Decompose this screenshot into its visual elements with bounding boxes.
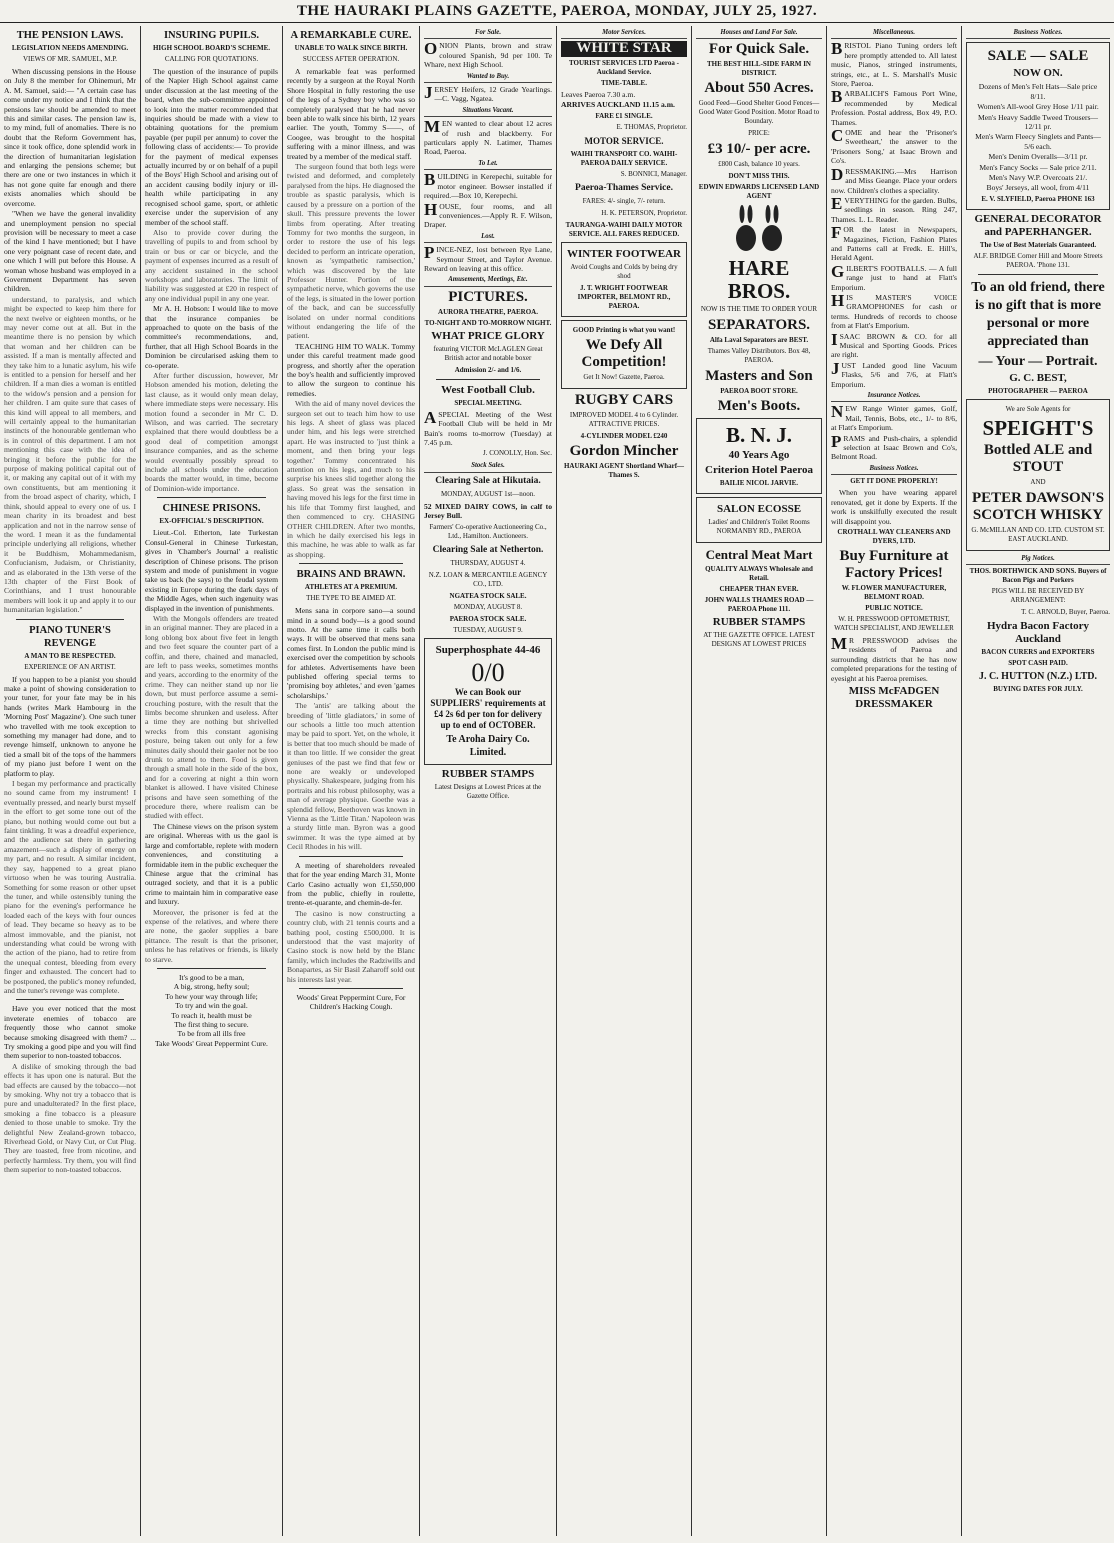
wright: J. T. WRIGHT FOOTWEAR IMPORTER, BELMONT RD., PAEROA. (577, 283, 671, 310)
club-heading: West Football Club. (441, 383, 535, 396)
misc-ad: ISAAC BROWN & CO. for all Musical and Sporting Goods. Prices are right. (831, 329, 957, 360)
alf-bridge: ALF. BRIDGE Corner Hill and Moore Streets PAEROA. 'Phone 131. (973, 251, 1103, 269)
column-rule (140, 26, 141, 1536)
admission: Admission 2/- and 1/6. (454, 365, 522, 374)
motor-service: MOTOR SERVICE. (584, 135, 664, 146)
sale-list (971, 82, 1105, 192)
dont-miss: DON'T MISS THIS. (728, 172, 790, 181)
column-2 (145, 26, 278, 1536)
classified-ad: ONION Plants, brown and straw coloured Spanish, 9d per 100. Te Whare, next High School. (424, 39, 552, 70)
agency: N.Z. LOAN & MERCANTILE AGENCY CO., LTD. (428, 570, 548, 588)
hydra-bacon: Hydra Bacon Factory Auckland (986, 620, 1090, 646)
price: £3 10/- per acre. (707, 141, 811, 158)
dairy-co: Te Aroha Dairy Co. Limited. (446, 733, 530, 758)
sale-date: THURSDAY, AUGUST 4. (450, 558, 526, 567)
subhead: HIGH SCHOOL BOARD'S SCHEME. (152, 44, 271, 52)
friend-gift: To an old friend, there is no gift that is more personal or more appreciated than (971, 279, 1105, 349)
column-7 (831, 26, 957, 1536)
classified-ad: JERSEY Heifers, 12 Grade Yearlings.—C. Vagg, Ngatea. (424, 83, 552, 104)
manager: S. BONNICI, Manager. (620, 169, 687, 178)
pictures-heading: PICTURES. (448, 288, 528, 305)
article-paragraph: A meeting of shareholders revealed that for the year ending March 31, Monte Carlo Casino actually won £1,550,000 from the public, chiefly in roulette, trente-et-quarante, and chemin-de-fer. (287, 860, 415, 908)
column-rule (691, 26, 692, 1536)
category-business-notices: Business Notices. (966, 28, 1110, 39)
criterion-hotel: Criterion Hotel Paeroa (705, 464, 813, 477)
separators: SEPARATORS. (707, 317, 811, 334)
headline-remarkable-cure: A REMARKABLE CURE. (290, 30, 412, 41)
category-lost: Lost. (424, 232, 552, 243)
footwear-ad (561, 242, 687, 317)
article-paragraph: When discussing pensions in the House on July 8 the member for Ohinemuri, Mr A. M. Samuel, said:— "A certain case has come under my notice and I think that the pensions law should be amended to meet this and similar cases. The pension law is, to my mind, full of anomalies. There is no doubt that the Reform Government has, since it took office, done splendid work in the direction of humanitarian legislation and enlarging the pensions scheme; but there are one or two instances in which it has not gone quite far enough and there exists anomalies which should be overcome. (4, 67, 136, 208)
sale-item: Men's Warm Fleecy Singlets and Pants—5/6 each. (975, 132, 1101, 151)
footwear-slogan: Avoid Coughs and Colds by being dry shod (570, 262, 678, 280)
column-6 (696, 26, 822, 1536)
proprietor: E. THOMAS, Proprietor. (616, 122, 687, 131)
column-rule (556, 26, 557, 1536)
divider (436, 379, 540, 380)
cleaners-ad: When you have wearing apparel renovated, get it done by Experts. If the work is unskilfully executed the result will disappoint you. (831, 488, 957, 526)
price-label: PRICE: (748, 129, 770, 138)
sale-date: MONDAY, AUGUST 1st—noon. (440, 489, 535, 498)
presswood: W. H. PRESSWOOD OPTOMETRIST, WATCH SPECIALIST, AND JEWELLER (834, 614, 954, 632)
rabbit-icon (724, 204, 794, 254)
subhead: LEGISLATION NEEDS AMENDING. (11, 44, 129, 52)
printing-ad (561, 320, 687, 389)
dek: VIEWS OF MR. SAMUEL, M.P. (22, 55, 118, 63)
category-houses: Houses and Land For Sale. (696, 28, 822, 39)
best-farm: THE BEST HILL-SIDE FARM IN DISTRICT. (707, 60, 811, 78)
hauraki-agent: HAURAKI AGENT Shortland Wharf—Thames S. (563, 461, 685, 479)
percent-sign: 0/0 (471, 657, 505, 687)
mcmillan: G. McMILLAN AND CO. LTD. CUSTOM ST. EAST AUCKLAND. (971, 525, 1105, 543)
article-paragraph: The Chinese views on the prison system are original. Whereas with us the gaol is large and comfortable, replete with modern conveniences, and constituting a formidable item in the public exchequer the Chinese argue that the criminal has outraged society, and that it is a public crime to maintain him in comparative ease and luxury. (145, 821, 278, 907)
column-5 (561, 26, 687, 1536)
cash-terms: £800 Cash, balance 10 years. (718, 160, 800, 169)
proprietor: H. K. PETERSON, Proprietor. (601, 208, 687, 217)
category-situations: Situations Vacant. (424, 106, 552, 117)
secretary: J. CONOLLY, Hon. Sec. (483, 449, 552, 458)
special-meeting: SPECIAL MEETING. (454, 398, 522, 407)
meeting-notice: ASPECIAL Meeting of the West Football Club will be held in Mr Bain's rooms to-morrow (Tuesday) at 7.45 p.m. (424, 407, 552, 447)
john-walls: JOHN WALLS THAMES ROAD — PAEROA Phone 111. (704, 596, 814, 614)
gordon-mincher: Gordon Mincher (569, 442, 679, 459)
column-rule (419, 26, 420, 1536)
film-title: WHAT PRICE GLORY (431, 329, 545, 342)
mens-boots: Men's Boots. (717, 398, 801, 415)
article-paragraph: With the aid of many novel devices the surgeon set out to teach him how to use his legs. A sheet of glass was placed under him, and his legs were stretched apart. He was instructed to 'just think a moment, and then bring your legs together.' Tommy concentrated his attention on his legs, and much to his surprise his knees slid together along the glass. So great was the sensation in having moved his legs for the first time in his life that Tommy first laughed, and then commenced to cry. CHASING OTHER CHILDREN. After two months, in which he daily exercised his legs in this machine, he was able to walk as far as shopping. (287, 399, 415, 559)
category-stock-sales: Stock Sales. (424, 461, 552, 472)
sale-item: Women's All-wool Grey Hose 1/11 pair. (977, 102, 1099, 112)
stock-sale: NGATEA STOCK SALE. (449, 591, 527, 600)
article-paragraph: "When we have the general invalidity and unemployment pension no special provision will be necessary to meet a case of the kind I have mentioned; but I have one very poignant case of recent date, and one which I will put before this House. A woman whose husband was employed in a Government Department has seven children. (4, 209, 136, 294)
sale-item: Men's Denim Overalls—3/11 pr. (988, 152, 1088, 162)
slyfield: E. V. SLYFIELD, Paeroa PHONE 163 (981, 194, 1095, 203)
article-paragraph: Have you ever noticed that the most inveterate enemies of tobacco are frequently those who cannot smoke because smoking disagreed with them? ... Try smoking a good pipe and you will find them superior to non-toasted tobaccos. (4, 1004, 136, 1061)
subhead: UNABLE TO WALK SINCE BIRTH. (294, 44, 408, 52)
article-paragraph: A remarkable feat was performed recently by a surgeon at the Royal North Shore Hospital in fully restoring the use of the legs of a Sydney boy who was so completely paralysed that he had never been able to walk since his birth, 12 years earlier. The youth, Tommy S——, of Coogee, was brought to the hospital suffering with a minor illness, and was treated by a member of the medical staff. (287, 67, 415, 161)
superphosphate-ad (424, 638, 552, 765)
divider (299, 856, 403, 857)
bnj: B. N. J. (726, 423, 792, 448)
classified-ad: HOUSE, four rooms, and all conveniences.—Apply R. F. Wilson, Draper. (424, 199, 552, 230)
clearing-sale-heading: Clearing Sale at Hikutaia. (435, 475, 541, 486)
misc-ad: BARBALICH'S Famous Port Wine, recommended by Medical Profession. Postal address, Box 49, P.O. Thames. (831, 87, 957, 127)
winter-footwear: WINTER FOOTWEAR (567, 247, 681, 260)
article-paragraph: The casino is now constructing a country club, with 21 tennis courts and a bathing pool, costing £500,000. It is understood that the vast majority of Casino stock is now held by the Blanc family, which includes the Radziwills and Bonapartes, as Sir Basil Zaharoff sold out his interests last year. (287, 908, 415, 984)
decorator: GENERAL DECORATOR and PAPERHANGER. (974, 212, 1102, 238)
sale-item: Men's Navy W.P. Overcoats 21/. (988, 173, 1088, 183)
dek: THE TYPE TO BE AIMED AT. (306, 594, 396, 603)
get-it-done: GET IT DONE PROPERLY! (850, 477, 938, 486)
article-paragraph: Also to provide cover during the travelling of pupils to and from school by train or bus or car or bicycle, and the payment of expenses incurred as a result of any accident sustained in the school workshops and laboratories. The limit of liability was suggested at £20 in respect of any one individual pupil in any one year. (145, 227, 278, 303)
thames-service: Paeroa-Thames Service. (575, 182, 673, 193)
misc-ad: NEW Range Winter games, Golf, Mail, Tennis, Bobs, etc., 1/- to 8/6, at Flatt's Emporium. (831, 402, 957, 433)
article-paragraph: understand, to paralysis, and which might be expected to keep him there for the next twelve or eighteen months, or he may never come out at all. But in the meantime there is no pension by which that woman and her children can be assisted. If a man is mentally affected and they take him to a lunatic asylum, his wife is entitled to a pension for herself and her children. If a man dies a woman is entitled to the widow's pension and a pension for her children. I am quite sure that cases of this kind will appeal to all members, and will certainly appeal to the humanitarian instincts of the honourable gentleman who is in control of this department. I am not mentioning this case with the idea of bringing it before the public for the purpose of making political capital out of it, or making any capital out of it with my own constituents, but am mentioning it from the broad aspect of charity, which, I think, should appeal to every one of us. I mean charity in its broadest and best application and not in the narrow sense of the word. I mean it as the fundamental principle underlying all religions, whether it be Buddhism, Mohammedanism, Confucianism, Judaism, or Christianity, and as elaborated in the 13th verse of the 13th chapter of the First Book of Corinthians, and I trust honourable members will look it up and apply it to our humanitarian legislation." (4, 294, 136, 615)
rubber-stamps-sub: AT THE GAZETTE OFFICE. LATEST DESIGNS AT LOWEST PRICES (703, 631, 815, 649)
article-paragraph: Mens sana in corpore sano—a sound mind in a sound body—is a good sound motto. At the same time it calls both ways. It will be observed that mens sana comes first. In London the public mind is exercised over the competition by schools for athletes. Advertisements have been published offering special terms to 'promising boy athletes,' and even 'games scholarships.' (287, 606, 415, 700)
sale-cows: 52 MIXED DAIRY COWS, in calf to Jersey Bull. (424, 501, 552, 521)
column-3 (287, 26, 415, 1536)
auctioneers: Farmers' Co-operative Auctioneering Co., Ltd., Hamilton. Auctioneers. (429, 522, 547, 540)
misc-ad: COME and hear the 'Prisoner's Sweetheart,' the answer to the 'Prisoners Song,' at Isaac Brown and Co's. (831, 126, 957, 166)
category-for-sale: For Sale. (424, 28, 552, 39)
timetable-line: Leaves Paeroa 7.30 a.m. (561, 89, 636, 99)
buying-dates: BUYING DATES FOR JULY. (993, 685, 1083, 694)
presswood-notice: MR PRESSWOOD advises the residents of Paeroa and surrounding districts that he has now completed preparations for the testing of eyesight at his Paeroa premises. (831, 633, 957, 683)
dek: EXPERIENCE OF AN ARTIST. (24, 662, 116, 671)
gc-best: G. C. BEST, (1009, 371, 1067, 384)
misc-ad: GILBERT'S FOOTBALLS. — A full range just to hand at Flatt's Emporium. (831, 261, 957, 292)
super-body: We can Book our SUPPLIERS' requirements at £4 2s 6d per ton for delivery up to end of OCTOBER. (430, 686, 546, 730)
theatre-name: AURORA THEATRE, PAEROA. (438, 307, 538, 316)
sale-item: Men's Fancy Socks — Sale price 2/11. (979, 162, 1097, 172)
divider (157, 497, 266, 498)
misc-ad: PRAMS and Push-chairs, a splendid selection at Isaac Brown and Co's, Belmont Road. (831, 431, 957, 462)
improved-model: IMPROVED MODEL 4 to 6 Cylinder. ATTRACTIVE PRICES. (569, 410, 679, 428)
divider (16, 619, 124, 620)
rubber-stamps-sub: Latest Designs at Lowest Prices at the Gazette Office. (434, 782, 542, 800)
column-rule (961, 26, 962, 1536)
headline-chinese-prisons: CHINESE PRISONS. (162, 503, 261, 515)
subhead: EX-OFFICIAL'S DESCRIPTION. (159, 517, 264, 526)
sale-ad (966, 42, 1110, 209)
sole-agents: We are Sole Agents for (1005, 404, 1071, 413)
column-rule (282, 26, 283, 1536)
cure-ad: Woods' Great Peppermint Cure, For Children's Hacking Cough. (296, 992, 406, 1012)
tauranga-service: TAURANGA-WAIHI DAILY MOTOR SERVICE. ALL FARES REDUCED. (565, 220, 683, 238)
article-paragraph: The question of the insurance of pupils of the Napier High School against came under discussion at the last meeting of the board, when the sub-committee appointed to look into the matter recommended that inquiries should be made with a view to obtaining quotations for the premium payable (per pupil per annum) to cover the following class of accidents:— To provide for the payment of medical expenses actually incurred by or on behalf of a pupil of the Boys' High School and arising out of an accident causing bodily injury or ill-health while participating in any recognised school game, sport, or athletic exercise under the supervision of any member of the school staff. (145, 67, 278, 227)
defy-competition: We Defy All Competition! (581, 336, 667, 370)
rubber-stamps: RUBBER STAMPS (712, 616, 806, 629)
headline-pension-laws: THE PENSION LAWS. (16, 30, 124, 41)
clearing-sale-heading: Clearing Sale at Netherton. (432, 544, 544, 555)
sale-date: TUESDAY, AUGUST 9. (453, 625, 523, 634)
and: AND (1030, 477, 1046, 486)
subhead: ATHLETES AT A PREMIUM. (304, 583, 398, 592)
dek: CALLING FOR QUOTATIONS. (164, 55, 259, 63)
show-dates: TO-NIGHT AND TO-MORROW NIGHT. (424, 318, 552, 327)
ale-stout: Bottled ALE and STOUT (983, 441, 1093, 475)
waihi-transport: WAIHI TRANSPORT CO. WAIHI-PAEROA DAILY SERVICE. (570, 149, 678, 167)
masthead: THE HAURAKI PLAINS GAZETTE, PAEROA, MONDAY, JULY 25, 1927. (0, 0, 1114, 23)
dek: SUCCESS AFTER OPERATION. (302, 55, 400, 63)
article-paragraph: The 'antis' are talking about the breeding of 'little gladiators,' in some of our schools a little too much attention may be paid to sport. Yet, on the whole, it is better that too much should be made of it than too little. If we consider the great geniuses of the past we find that few or none are weakly or undeveloped physically. Shakespeare, judging from his portraits and his robust philosophy, was a man of average physique. Goethe was a splendid fellow, Beethoven was known in Vienna as the 'Little Titan.' Napoleon was a sturdy little man. Byron was a good swimmer. It was the type aimed at by Cecil Rhodes in his will. (287, 701, 415, 852)
misc-ad: EVERYTHING for the garden. Bulbs, seedlings in season. Ring 247, Thames. L. L. Reader. (831, 193, 957, 224)
four-cylinder: 4-CYLINDER MODEL £240 (580, 431, 668, 440)
divider (299, 563, 403, 564)
sale-heading: SALE — SALE (987, 48, 1089, 65)
peter-dawson: PETER DAWSON'S SCOTCH WHISKY (971, 489, 1105, 523)
column-1 (4, 26, 136, 1536)
category-misc: Miscellaneous. (831, 28, 957, 39)
masters-and-son: Masters and Son (705, 368, 813, 385)
quality-always: QUALITY ALWAYS Wholesale and Retail. (705, 565, 813, 583)
divider (978, 274, 1098, 275)
photographer: PHOTOGRAPHER — PAEROA (988, 386, 1088, 395)
article-paragraph: TEACHING HIM TO WALK. Tommy under this careful treatment made good progress, and shortly after the operation the boy's health and sufficiently improved to allow the surgeon to continue his remedies. (287, 341, 415, 398)
article-paragraph: I began my performance and practically no sound came from my instrument! I eventually pressed, and nearly burst myself in the effort to get some tone out of the piano, but nothing would come out but a faint tinkling. It was a dreadful experience, and the audience sat there in gathering amazement—such a display of energy on my part, and no result. A similar incident, they say, happened to a great piano virtuoso when he was touring Australia. Something for some reason or other upset the tuner, and while ostensibly tuning the piano for the evening's performance he loaded each of the keys with four ounces of lead. They became so heavy as to be almost immovable, and the pianist, not understanding what could be wrong with the action of the piano, had to retire from the unequal contest, bleeding from every finger and exhausted. The concert had to be postponed, the public's money refunded, and the tuner's revenge was complete. (4, 779, 136, 995)
meat-mart: Central Meat Mart (705, 547, 813, 563)
bacon-curers: BACON CURERS and EXPORTERS (981, 648, 1095, 657)
misc-ad: BRISTOL Piano Tuning orders left here promptly attended to. All latest music, Pianos, stringed instruments, strings, etc., at L. S. Marshall's Music Store, Paeroa. (831, 39, 957, 89)
good-printing: GOOD Printing is what you want! (572, 325, 676, 334)
article-paragraph: After further discussion, however, Mr Hobson amended his motion, deleting the last clause, as it would only mean delay, where immediate steps were necessary. His motion found a seconder in Mr C. D. Wilson, and was carried. The secretary explained that there would doubtless be a good deal of competition amongst insurance companies, and as the scheme would eventually possibly spread to include all schools under the education boards the matter would, in time, become of Dominion-wide importance. (145, 371, 278, 493)
borthwick: THOS. BORTHWICK AND SONS. Buyers of Bacon Pigs and Porkers (969, 567, 1107, 585)
spot-cash: SPOT CASH PAID. (1008, 659, 1068, 668)
farm-features: Good Feed—Good Shelter Good Fences—Good Water Good Position. Motor Road to Boundary. (698, 99, 820, 126)
classified-ad: MEN wanted to clear about 12 acres of rush and blackberry. For particulars apply N. Latimer, Thames Road, Paeroa. (424, 117, 552, 157)
category-business: Business Notices. (831, 464, 957, 475)
fare: FARE £1 SINGLE. (595, 111, 653, 120)
forty-years: 40 Years Ago (728, 449, 790, 462)
crothall: CROTHALL WAY CLEANERS AND DYERS, LTD. (837, 527, 951, 545)
stock-sale: PAEROA STOCK SALE. (449, 614, 527, 623)
boot-store: PAEROA BOOT STORE. (720, 387, 798, 396)
article-paragraph: The surgeon found that both legs were twisted and deformed, and completely paralysed from the hips. He diagnosed the trouble as spastic paralysis, which is caused by a pressure on a portion of the skull. This pressure prevents the lower limbs from operating. After treating Tommy for two months the surgeon, in order to restore the use of his legs decided to perform an intricate operation, known as 'sympathetic ramisection,' which was discovered by the late Professor Hunter. Portion of the sympathetic nerve, which governs the use of the legs, is situated in the lower portion of the back, and can be successfully isolated on under normal conditions without endangering the life of the patient. (287, 162, 415, 341)
super-heading: Superphosphate 44-46 (435, 643, 541, 656)
divider (16, 999, 124, 1000)
subhead: A MAN TO BE RESPECTED. (24, 651, 116, 660)
salon-ecosse: SALON ECOSSE (716, 503, 802, 516)
category-pig: Pig Notices. (966, 554, 1110, 565)
buy-furniture: Buy Furniture at Factory Prices! (839, 547, 949, 581)
alfa-laval: Alfa Laval Separators are BEST. (709, 336, 809, 345)
category-amusements: Amusements, Meetings, Etc. (424, 275, 552, 286)
timetable-heading: TIME-TABLE. (601, 78, 647, 87)
timetable-line: ARRIVES AUCKLAND 11.15 a.m. (561, 100, 675, 110)
materials: The Use of Best Materials Guaranteed. (979, 240, 1097, 249)
column-rule (826, 26, 827, 1536)
sale-now-on: NOW ON. (1013, 67, 1063, 80)
article-paragraph: A dislike of smoking through the bad effects it has upon one is natural. But the bad effects are caused by the tobacco—not by smoking. Why not try a tobacco that is pure and unadulterated? In the first place, smoking a fine tobacco is a pleasure denied to those unable to smoke. Try the delightful New Zealand-grown tobacco, Riverhead Gold, or Navy Cut, or Cut Plug. They are toasted, free from nicotine, and perfectly harmless. Try them, you will find them superior to non-toasted tobaccos. (4, 1061, 136, 1175)
acres: About 550 Acres. (704, 80, 814, 97)
order-now: NOW IS THE TIME TO ORDER YOUR (700, 305, 818, 314)
pigs-received: PIGS WILL BE RECEIVED BY ARRANGEMENT: (991, 587, 1085, 605)
headline-piano-tuner: PIANO TUNER'S REVENGE (29, 624, 111, 649)
tourist-services: TOURIST SERVICES LTD Paeroa - Auckland Service. (569, 58, 679, 76)
white-star-logo: WHITE STAR (561, 41, 687, 56)
portrait: — Your — Portrait. (978, 353, 1098, 369)
headline-brains-and-brawn: BRAINS AND BRAWN. (296, 569, 406, 581)
article-paragraph: If you happen to be a pianist you should make a point of showing consideration to your tuner, for your fate may be in his hands (writes Mark Hambourg in the 'Morning Post' Magazine'). One such tuner who travelled with me took exception to something my manager had done, and to revenge himself, unknown to anyone he tied a small bit of the tops of the hammers of my piano just before I went on the platform to play. (4, 674, 136, 778)
category-wanted: Wanted to Buy. (424, 72, 552, 83)
toilet-rooms: Ladies' and Children's Toilet Rooms NORMANBY RD., PAEROA (708, 518, 810, 536)
rubber-stamps: RUBBER STAMPS (441, 767, 535, 780)
hutton: J. C. HUTTON (N.Z.) LTD. (978, 671, 1098, 683)
salon-ad (696, 497, 822, 543)
sale-date: MONDAY, AUGUST 8. (453, 602, 523, 611)
film-featuring: featuring VICTOR McLAGLEN Great British actor and notable boxer (433, 344, 543, 362)
speights: SPEIGHT'S (982, 415, 1094, 440)
liquor-ad (966, 399, 1110, 551)
verse: It's good to be a man, A big, strong, hefty soul; To hew your way through life; To try and win the goal. To reach it, health must be The first thing to secure. To be from all ills free Take Woods' Great Peppermint Cure. (155, 972, 268, 1048)
misc-ad: FOR the latest in Newspapers, Magazines, Fiction, Fashion Plates and Patterns call at Fredk. E. Hill's, Herald Agent. (831, 223, 957, 263)
cheaper: CHEAPER THAN EVER. (719, 585, 799, 594)
column-8 (966, 26, 1110, 1536)
hare-bros-logo (696, 204, 822, 254)
get-it-now: Get It Now! Gazette, Paeroa. (583, 372, 665, 381)
sale-item: Boys' Jerseys, all wool, from 4/11 (986, 183, 1090, 193)
divider (157, 968, 266, 969)
sale-item: Dozens of Men's Felt Hats—Sale price 8/11. (978, 82, 1098, 101)
column-4 (424, 26, 552, 1536)
category-motor: Motor Services. (561, 28, 687, 39)
article-paragraph: With the Mongols offenders are treated in an original manner. They are placed in a long oblong box about five feet in length and two feet square the counter part of a coffin, and there, chained and manacled, are left to pass weeks, sometimes months and years, according to the enormity of the crime. They can neither stand up nor lie down, but must perforce assume a semi-crouching posture, with the result that the limbs become shrunken and useless. After a time they are nothing but shrivelled wrecks from this constant agonising posture, being taken out only for a few minutes daily should their gaoler not be too drunk to attend to them. Food is given through a small hole in the side of the box, and for a covering at night a thin worn blanket is allowed. I have visited Chinese prisons and have seen something of the procedure there, where realism can be studied with effect. (145, 613, 278, 821)
distributors: Thames Valley Distributors. Box 48, PAEROA. (707, 347, 811, 365)
article-paragraph: Lieut.-Col. Etherton, late Turkestan Consul-General in Chinese Turkestan, gives in 'Chamber's Journal' a realistic description of Chinese prisons. The prison system and mode of punishment in vogue take us back (he says) to the feudal system existing in Europe during the dark days of the Middle Ages, when such ingenuity was displayed in the invention of punishments. (145, 528, 278, 613)
sale-item: Men's Heavy Saddle Tweed Trousers—12/11 pr. (977, 112, 1099, 132)
misc-ad: HIS MASTER'S VOICE GRAMOPHONES for cash or terms. Hundreds of records to choose from at Flatt's Emporium. (831, 290, 957, 331)
dressmaker: MISS McFADGEN DRESSMAKER (848, 684, 940, 710)
headline-insuring-pupils: INSURING PUPILS. (163, 30, 260, 41)
arnold: T. C. ARNOLD, Buyer, Paeroa. (1021, 608, 1110, 617)
fares: FARES: 4/- single, 7/- return. (582, 196, 666, 205)
rugby-cars: RUGBY CARS (574, 391, 674, 408)
quick-sale: For Quick Sale. (708, 41, 810, 58)
land-agent: EDWIN EDWARDS LICENSED LAND AGENT (698, 183, 820, 201)
classified-ad: BUILDING in Kerepechi, suitable for motor engineer. Bowser installed if required.—Box 10, Kerepechi. (424, 170, 552, 201)
misc-ad: JUST Landed good line Vacuum Flasks, 5/6 and 7/6, at Flatt's Emporium. (831, 358, 957, 389)
category-insurance: Insurance Notices. (831, 391, 957, 402)
misc-ad: DRESSMAKING.—Mrs Harrison and Miss Geange. Place your orders now. Children's clothes a speciality. (831, 164, 957, 195)
divider (299, 988, 403, 989)
bailie: BAILIE NICOL JARVIE. (719, 479, 799, 488)
w-flower: W. FLOWER MANUFACTURER, BELMONT ROAD. (841, 583, 947, 601)
classified-ad: PINCE-NEZ, lost between Rye Lane, Seymour Street, and Taylor Avenue. Reward on leaving at this office. (424, 243, 552, 273)
category-to-let: To Let. (424, 159, 552, 170)
whisky-ad (696, 418, 822, 494)
article-paragraph: Moreover, the prisoner is fed at the expense of the relatives, and where there are none, the gaoler supplies a bare pittance. The result is that the prisoner, unless he has relatives or friends, is likely to starve. (145, 907, 278, 964)
article-paragraph: Mr A. H. Hobson: I would like to move that the insurance companies be approached to quote on the basis of the committee's recommendations, and, further, that all High School Boards in the Dominion be circularised asking them to co-operate. (145, 304, 278, 370)
public-notice: PUBLIC NOTICE. (865, 603, 923, 612)
hare-bros: HARE BROS. (727, 256, 791, 304)
